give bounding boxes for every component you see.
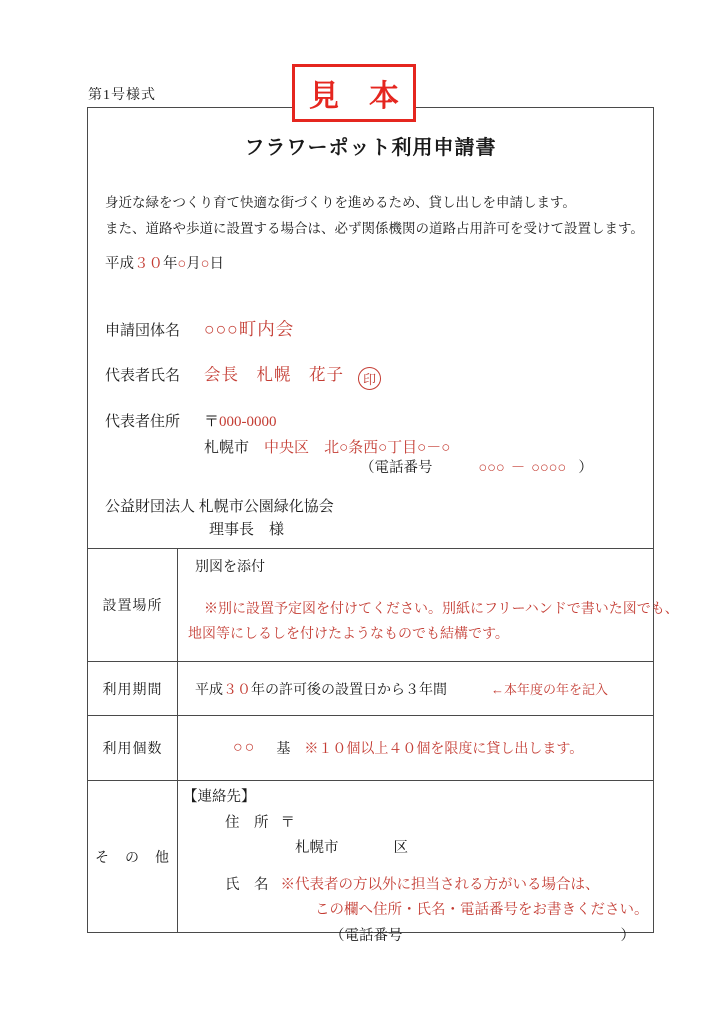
recipient-title: 理事長 様: [209, 522, 285, 538]
phone-dash: －: [510, 460, 526, 476]
quantity-value: ○○: [233, 739, 257, 756]
contact-name-line: [183, 873, 649, 899]
phone-number-value: ○○○○: [531, 460, 567, 476]
representative-name-label: 代表者氏名: [105, 368, 181, 384]
phone-area-value: ○○○: [478, 460, 505, 476]
period-era: 平成: [195, 682, 223, 698]
form-title: フラワーポット利用申請書: [244, 137, 497, 159]
group-name-label: 申請団体名: [105, 323, 181, 339]
phone-number-line: [360, 456, 593, 477]
postal-mark: 〒: [204, 414, 220, 430]
application-table: [88, 548, 679, 944]
contact-ward: 区: [393, 840, 408, 856]
quantity-unit: 基: [276, 742, 291, 757]
address-city: 札幌市: [204, 440, 250, 456]
table-row-period: [88, 661, 653, 715]
form-border-box: [87, 107, 679, 944]
phone-label: （電話番号: [360, 460, 433, 476]
intro-line-1: 身近な緑をつくり育て快適な街づくりを進めるため、貸し出しを申請します。: [105, 195, 576, 210]
location-value: 別図を添付: [195, 560, 265, 575]
date-year-unit: 年: [163, 256, 178, 272]
intro-line-2: また、道路や歩道に設置する場合は、必ず関係機関の道路占用許可を受けて設置します。: [105, 221, 644, 236]
date-month: ○: [177, 256, 187, 272]
contact-phone-label: （電話番号: [330, 927, 403, 944]
contact-header: 【連絡先】: [183, 789, 256, 805]
specimen-stamp-text: 見 本: [309, 80, 399, 113]
contact-phone-close: ）: [620, 927, 635, 944]
postal-code-value: 000-0000: [219, 414, 277, 430]
address-ward: 中央区: [264, 440, 310, 456]
date-day-unit: 日: [209, 256, 225, 272]
contact-note-line-1: ※代表者の方以外に担当される方がいる場合は、: [280, 876, 600, 893]
location-row-content: [178, 549, 687, 661]
seal-icon: 印: [358, 367, 381, 390]
representative-name-value: 会長 札幌 花子: [204, 365, 344, 384]
period-row-content: [178, 662, 653, 715]
recipient-org: 公益財団法人 札幌市公園緑化協会: [105, 499, 334, 515]
applicant-group-row: [105, 316, 294, 341]
period-rest: 年の許可後の設置日から３年間: [251, 682, 447, 698]
group-name-value: ○○○町内会: [204, 319, 295, 339]
representative-address-label: 代表者住所: [105, 414, 181, 430]
period-note: ←本年度の年を記入: [490, 682, 608, 697]
quantity-row-content: [178, 716, 653, 780]
application-date: [105, 252, 224, 273]
contact-phone-line: [330, 924, 649, 950]
representative-address-row: [105, 410, 277, 431]
other-row-label: そ の 他: [88, 781, 178, 932]
contact-address-label: 住 所: [225, 814, 269, 831]
contact-city-line: [295, 836, 649, 862]
contact-address-line: [183, 811, 649, 837]
period-year: ３０: [223, 682, 251, 698]
address-line: [204, 436, 450, 457]
table-row-quantity: [88, 715, 653, 780]
location-row-label: 設置場所: [88, 549, 178, 661]
contact-postal-mark: 〒: [280, 814, 295, 831]
period-value: [195, 679, 447, 699]
contact-city: 札幌市: [295, 840, 339, 856]
representative-name-row: [105, 361, 381, 390]
specimen-stamp: [292, 64, 416, 122]
date-month-unit: 月: [186, 256, 201, 272]
location-note-line-2: 地図等にしるしを付けたようなものでも結構です。: [188, 627, 509, 642]
form-code-label: 第1号様式: [88, 88, 156, 103]
contact-name-label: 氏 名: [225, 876, 269, 893]
table-row-location: [88, 548, 679, 661]
table-row-other: [88, 780, 653, 944]
date-year: ３０: [134, 256, 163, 272]
phone-close-paren: ）: [578, 460, 593, 476]
quantity-row-label: 利用個数: [88, 716, 178, 780]
period-row-label: 利用期間: [88, 662, 178, 715]
date-era: 平成: [105, 256, 134, 272]
intro-paragraph: [105, 190, 644, 242]
contact-note-line-2: この欄へ住所・氏名・電話番号をお書きください。: [315, 902, 649, 918]
date-day: ○: [200, 256, 210, 272]
address-street: 北○条西○丁目○－○: [324, 440, 451, 456]
location-note: [183, 597, 679, 647]
quantity-note: ※１０個以上４０個を限度に貸し出します。: [304, 742, 584, 757]
other-row-content: [178, 781, 657, 944]
location-note-line-1: ※別に設置予定図を付けてください。別紙にフリーハンドで書いた図でも、: [204, 602, 679, 617]
